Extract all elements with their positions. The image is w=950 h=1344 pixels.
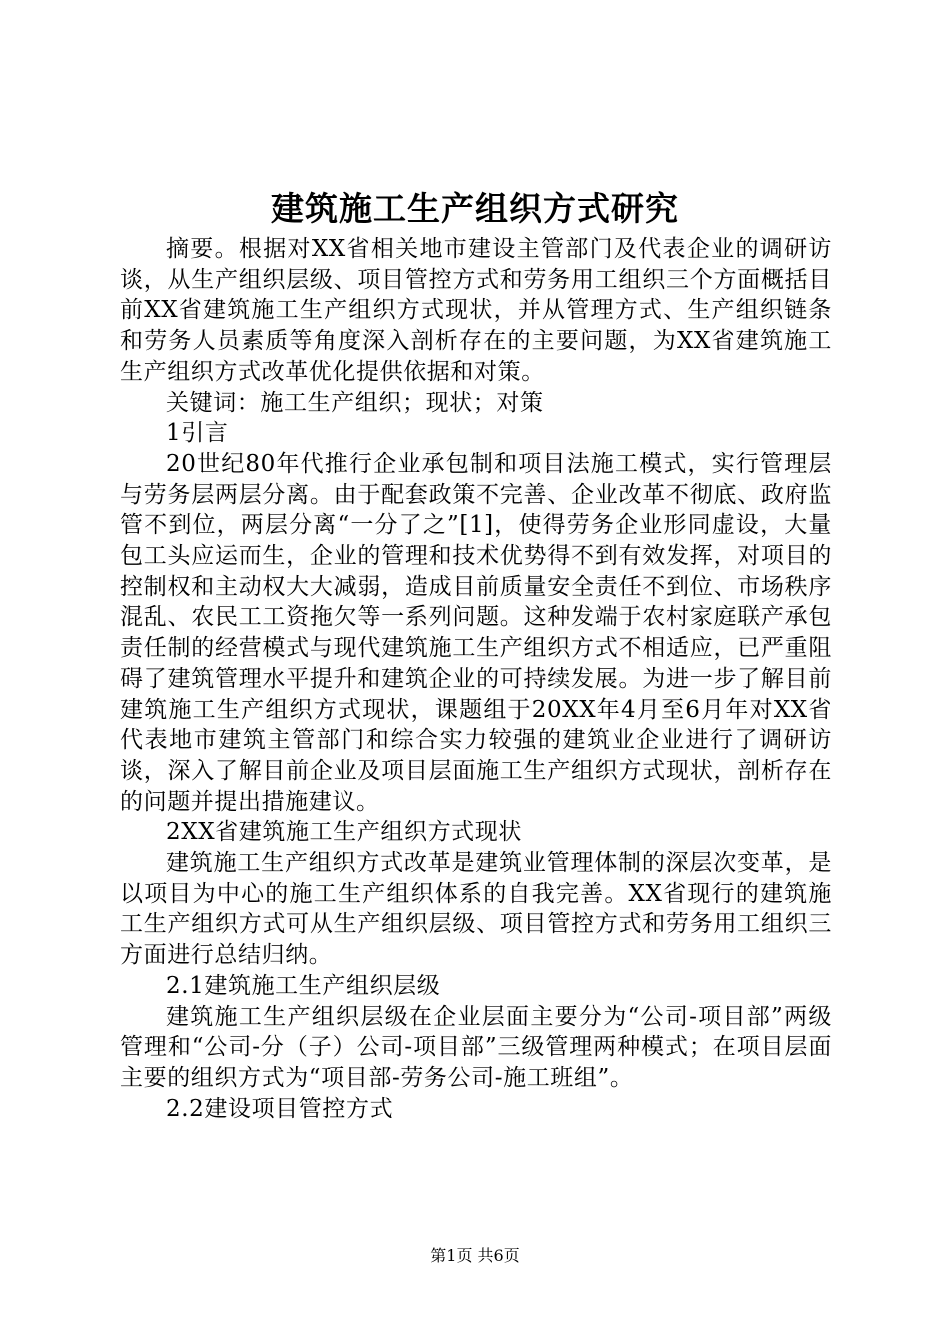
subsection-heading-2-1: 2.1建筑施工生产组织层级 [166,972,441,999]
section-heading-2: 2XX省建筑施工生产组织方式现状 [166,819,522,846]
page-footer: 第1页 共6页 [430,1246,520,1265]
section-2-paragraph: 建筑施工生产组织方式改革是建筑业管理体制的深层次变革，是以项目为中心的施工生产组织体系的自我完善。XX省现行的建筑施工生产组织方式可从生产组织层级、项目管控方式和劳务用工组织三方面进行总结归纳。 [120,850,832,969]
intro-paragraph: 20世纪80年代推行企业承包制和项目法施工模式，实行管理层与劳务层两层分离。由于配套政策不完善、企业改革不彻底、政府监管不到位，两层分离“一分了之”[1]，使得劳务企业形同虚设，大量包工头应运而生，企业的管理和技术优势得不到有效发挥，对项目的控制权和主动权大大减弱，造成目前质量安全责任不到位、市场秩序混乱、农民工工资拖欠等一系列问题。这种发端于农村家庭联产承包责任制的经营模式与现代建筑施工生产组织方式不相适应，已严重阻碍了建筑管理水平提升和建筑企业的可持续发展。为进一步了解目前建筑施工生产组织方式现状，课题组于20XX年4月至6月年对XX省代表地市建筑主管部门和综合实力较强的建筑业企业进行了调研访谈，深入了解目前企业及项目层面施工生产组织方式现状，剖析存在的问题并提出措施建议。 [120,450,832,815]
keywords-line: 关键词：施工生产组织；现状；对策 [166,389,544,416]
document-title: 建筑施工生产组织方式研究 [271,189,679,228]
document-body [120,234,832,1124]
subsection-heading-2-2: 2.2建设项目管控方式 [166,1095,394,1122]
subsection-2-1-paragraph: 建筑施工生产组织层级在企业层面主要分为“公司-项目部”两级管理和“公司-分（子）公司-项目部”三级管理两种模式；在项目层面主要的组织方式为“项目部-劳务公司-施工班组”。 [120,1003,832,1091]
section-heading-1: 1引言 [166,420,229,447]
abstract-paragraph: 摘要。根据对XX省相关地市建设主管部门及代表企业的调研访谈，从生产组织层级、项目管控方式和劳务用工组织三个方面概括目前XX省建筑施工生产组织方式现状，并从管理方式、生产组织链条和劳务人员素质等角度深入剖析存在的主要问题，为XX省建筑施工生产组织方式改革优化提供依据和对策。 [120,236,832,385]
